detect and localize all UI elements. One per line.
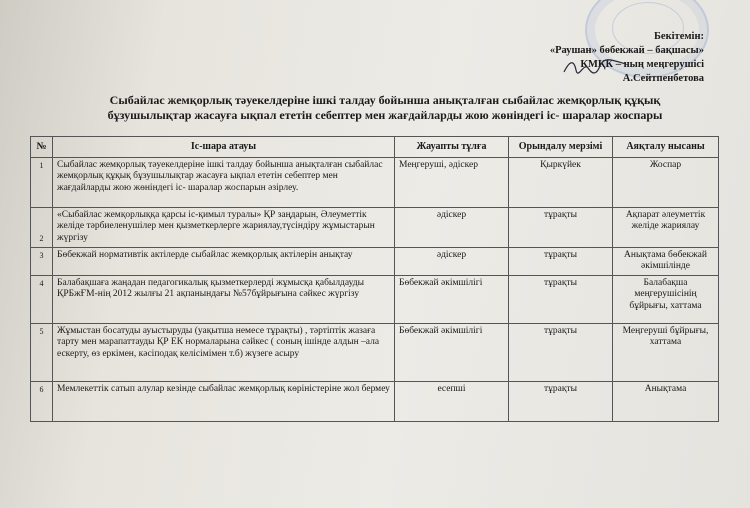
row-deadline: тұрақты <box>509 323 613 381</box>
header-responsible: Жауапты тұлға <box>395 137 509 158</box>
row-responsible: Бөбекжай әкімшілігі <box>395 323 509 381</box>
row-num: 2 <box>31 207 53 247</box>
row-num: 1 <box>31 157 53 207</box>
header-deadline: Орындалу мерзімі <box>509 137 613 158</box>
row-form: Меңгеруші бұйрығы, хаттама <box>613 323 719 381</box>
table-row <box>31 157 719 207</box>
table-row <box>31 207 719 247</box>
row-name: Мемлекеттік сатып алулар кезінде сыбайлас жемқорлық көріністеріне жол бермеу <box>53 381 395 421</box>
action-plan-table <box>30 136 719 422</box>
row-name: Балабақшаға жаңадан педагогикалық қызметкерлерді жұмысқа қабылдауды ҚРБжҒМ-нің 2012 жылғы 21 ақпанындағы №57бұйрығына сәйкес жүргізу <box>53 275 395 323</box>
title-line-1: Сыбайлас жемқорлық тәуекелдеріне ішкі талдау бойынша анықталған сыбайлас жемқорлық құқық <box>109 93 661 107</box>
row-name: Сыбайлас жемқорлық тәуекелдеріне ішкі талдау бойынша анықталған сыбайлас жемқорлық құқық бұзушылықтар жасауға ықпал ететін себептер мен жағдайларды жою жөніндегі іс- шаралар жоспарын әзірлеу. <box>53 157 395 207</box>
row-form: Жоспар <box>613 157 719 207</box>
row-deadline: тұрақты <box>509 207 613 247</box>
row-name: «Сыбайлас жемқорлыққа қарсы іс-қимыл туралы» ҚР заңдарын, Әлеуметтік желіде тәрбиеленушілер мен қызметкерлерге жариялау,түсіндіру жұмыстарын жүргізу <box>53 207 395 247</box>
table-row <box>31 381 719 421</box>
table-row <box>31 275 719 323</box>
row-num: 3 <box>31 247 53 275</box>
approval-line-4: А.Сейтпенбетова <box>622 73 704 84</box>
row-responsible: әдіскер <box>395 207 509 247</box>
approval-line-3: КМҚК – ның меңгерушісі <box>580 59 704 70</box>
row-form: Анықтама <box>613 381 719 421</box>
header-num: № <box>31 137 53 158</box>
row-deadline: тұрақты <box>509 247 613 275</box>
table-row <box>31 323 719 381</box>
table-header-row <box>31 137 719 158</box>
row-responsible: әдіскер <box>395 247 509 275</box>
row-form: Балабақша меңгерушісінің бұйрығы, хаттама <box>613 275 719 323</box>
approval-line-1: Бекітемін: <box>653 31 704 42</box>
document-title <box>60 93 710 123</box>
row-num: 5 <box>31 323 53 381</box>
row-name: Бөбекжай нормативтік актілерде сыбайлас жемқорлық актілерін анықтау <box>53 247 395 275</box>
row-name: Жұмыстан босатуды ауыстыруды (уақытша немесе тұрақты) , тәртіптік жазаға тарту мен марапаттауды ҚР ЕК нормаларына сәйкес ( соның ішінде алдын –ала ескерту, өз еркімен, кәсіподақ келісімімен т.б) жүзеге асыру <box>53 323 395 381</box>
row-form: Анықтама бөбекжай әкімшілінде <box>613 247 719 275</box>
row-responsible: Меңгеруші, әдіскер <box>395 157 509 207</box>
row-deadline: тұрақты <box>509 275 613 323</box>
row-deadline: Қыркүйек <box>509 157 613 207</box>
title-line-2: бұзушылықтар жасауға ықпал ететін себептер мен жағдайларды жою жөніндегі іс- шаралар жоспары <box>107 108 663 122</box>
row-deadline: тұрақты <box>509 381 613 421</box>
header-form: Аяқталу нысаны <box>613 137 719 158</box>
approval-line-2: «Раушан» бөбекжай – бақшасы» <box>549 45 704 56</box>
handwritten-signature <box>560 56 630 78</box>
row-num: 6 <box>31 381 53 421</box>
table-row <box>31 247 719 275</box>
header-name: Іс-шара атауы <box>53 137 395 158</box>
row-responsible: Бөбекжай әкімшілігі <box>395 275 509 323</box>
row-form: Ақпарат әлеуметтік желіде жариялау <box>613 207 719 247</box>
row-responsible: есепші <box>395 381 509 421</box>
row-num: 4 <box>31 275 53 323</box>
